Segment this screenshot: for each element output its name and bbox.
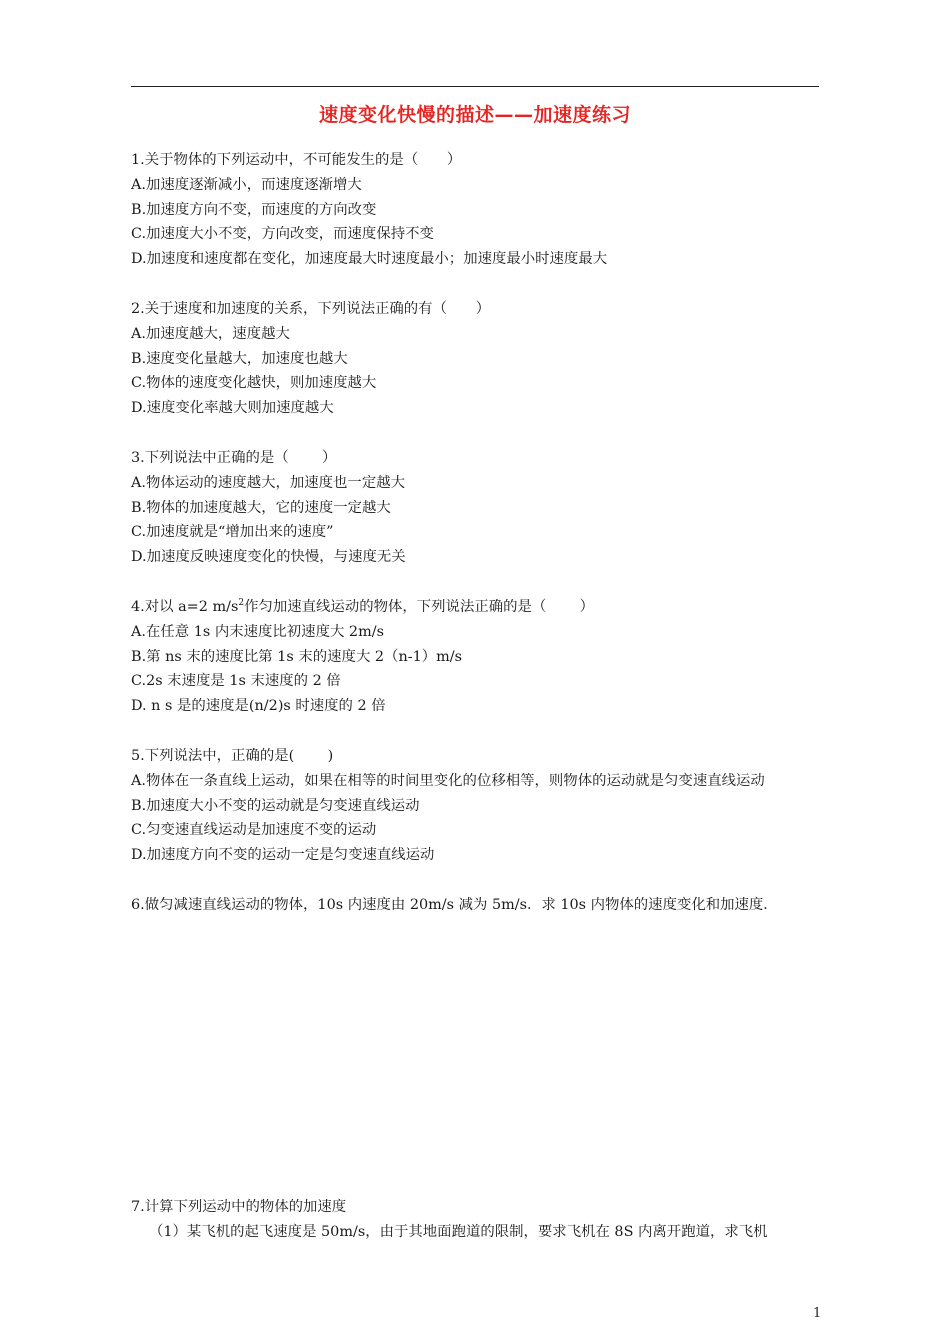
question-stem: 7.计算下列运动中的物体的加速度 xyxy=(131,1199,347,1215)
option-a: A.物体在一条直线上运动，如果在相等的时间里变化的位移相等，则物体的运动就是匀变速直线运动 xyxy=(131,772,765,789)
question-1 xyxy=(131,148,823,272)
question-stem: 3.下列说法中正确的是（ ） xyxy=(131,449,337,466)
question-6 xyxy=(131,893,823,918)
question-stem: 6.做匀减速直线运动的物体，10s 内速度由 20m/s 减为 5m/s．求 10s 内物体的速度变化和加速度． xyxy=(131,896,778,913)
option-b: B.第 ns 末的速度比第 1s 末的速度大 2（n-1）m/s xyxy=(131,648,463,665)
header-rule xyxy=(131,86,819,87)
page-title: 速度变化快慢的描述——加速度练习 xyxy=(318,104,631,126)
question-stem: 1.关于物体的下列运动中，不可能发生的是（ ） xyxy=(131,152,462,168)
option-c: C.加速度就是“增加出来的速度” xyxy=(131,524,334,541)
question-stem: 5.下列说法中，正确的是( ) xyxy=(131,747,334,764)
option-c: C.匀变速直线运动是加速度不变的运动 xyxy=(131,822,377,839)
option-d: D.加速度和速度都在变化，加速度最大时速度最小；加速度最小时速度最大 xyxy=(131,251,608,268)
option-b: B.速度变化量越大，加速度也越大 xyxy=(131,350,348,367)
exponent: 2 xyxy=(238,598,245,609)
question-stem xyxy=(131,595,823,620)
option-d: D. n s 是的速度是(n/2)s 时速度的 2 倍 xyxy=(131,698,386,715)
option-c: C.2s 末速度是 1s 末速度的 2 倍 xyxy=(131,673,341,690)
question-5 xyxy=(131,744,823,868)
option-b: B.加速度大小不变的运动就是匀变速直线运动 xyxy=(131,797,420,814)
stem-suffix: 作匀加速直线运动的物体，下列说法正确的是（ ） xyxy=(244,598,595,615)
question-2 xyxy=(131,297,823,421)
option-c: C.物体的速度变化越快，则加速度越大 xyxy=(131,375,377,392)
question-list xyxy=(131,148,823,943)
option-a: A.物体运动的速度越大，加速度也一定越大 xyxy=(131,474,405,491)
option-b: B.加速度方向不变，而速度的方向改变 xyxy=(131,201,377,218)
sub-question-1: （1）某飞机的起飞速度是 50m/s，由于其地面跑道的限制，要求飞机在 8S 内离开跑道，求飞机 xyxy=(149,1223,768,1240)
question-3 xyxy=(131,446,823,570)
option-a: A.在任意 1s 内末速度比初速度大 2m/s xyxy=(131,623,384,640)
option-a: A.加速度越大，速度越大 xyxy=(131,325,290,342)
option-d: D.速度变化率越大则加速度越大 xyxy=(131,400,334,417)
stem-prefix: 4.对以 a=2 m/s xyxy=(131,598,239,615)
question-7 xyxy=(131,1195,823,1245)
option-c: C.加速度大小不变，方向改变，而速度保持不变 xyxy=(131,226,434,243)
question-4 xyxy=(131,595,823,719)
page-number: 1 xyxy=(813,1306,822,1321)
option-d: D.加速度方向不变的运动一定是匀变速直线运动 xyxy=(131,847,435,864)
option-d: D.加速度反映速度变化的快慢，与速度无关 xyxy=(131,549,406,566)
option-b: B.物体的加速度越大，它的速度一定越大 xyxy=(131,499,391,516)
option-a: A.加速度逐渐减小，而速度逐渐增大 xyxy=(131,176,362,193)
question-stem: 2.关于速度和加速度的关系，下列说法正确的有（ ） xyxy=(131,300,491,317)
